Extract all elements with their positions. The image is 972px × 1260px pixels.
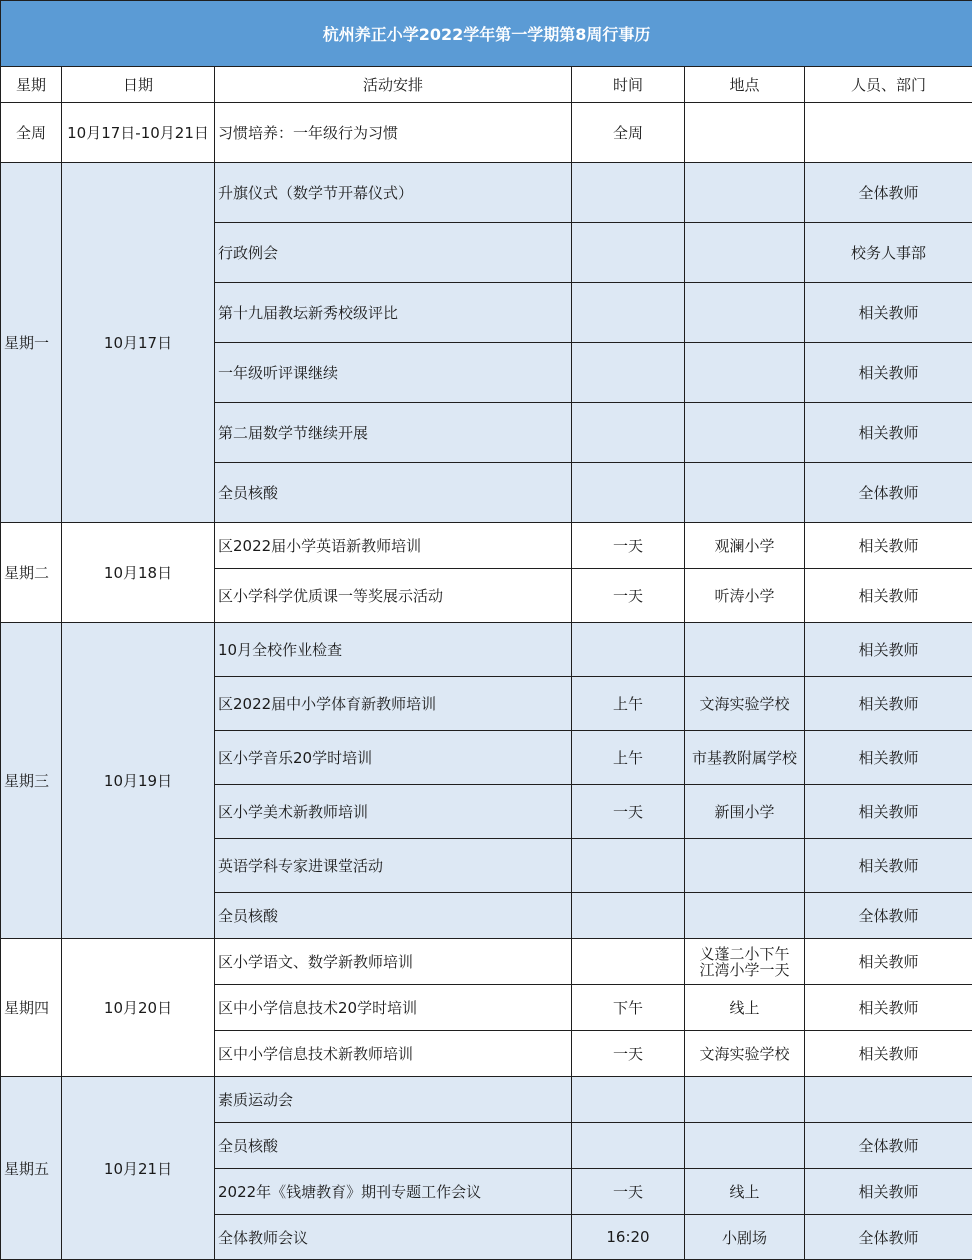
people-cell: 相关教师 [805, 623, 972, 677]
activity-cell: 区小学科学优质课一等奖展示活动 [215, 569, 572, 623]
place-cell: 小剧场 [685, 1215, 805, 1260]
weekday-cell: 全周 [1, 103, 62, 163]
place-cell: 文海实验学校 [685, 1031, 805, 1077]
date-cell: 10月18日 [62, 523, 215, 623]
people-cell: 全体教师 [805, 463, 972, 523]
place-cell [685, 463, 805, 523]
page-title: 杭州养正小学2022学年第一学期第8周行事历 [1, 1, 972, 67]
activity-cell: 习惯培养：一年级行为习惯 [215, 103, 572, 163]
activity-cell: 第二届数学节继续开展 [215, 403, 572, 463]
people-cell: 相关教师 [805, 1031, 972, 1077]
weekday-cell: 星期四 [1, 939, 62, 1077]
people-cell: 相关教师 [805, 677, 972, 731]
place-cell [685, 1123, 805, 1169]
time-cell: 一天 [572, 1031, 685, 1077]
time-cell [572, 893, 685, 939]
people-cell: 全体教师 [805, 893, 972, 939]
people-cell: 相关教师 [805, 839, 972, 893]
weekday-cell: 星期三 [1, 623, 62, 939]
activity-cell: 全员核酸 [215, 1123, 572, 1169]
people-cell: 校务人事部 [805, 223, 972, 283]
date-cell: 10月21日 [62, 1077, 215, 1260]
activity-cell: 全员核酸 [215, 463, 572, 523]
time-cell [572, 839, 685, 893]
people-cell: 相关教师 [805, 1169, 972, 1215]
weekday-cell: 星期一 [1, 163, 62, 523]
place-cell [685, 103, 805, 163]
place-cell [685, 893, 805, 939]
time-cell [572, 223, 685, 283]
place-cell: 新围小学 [685, 785, 805, 839]
people-cell: 相关教师 [805, 939, 972, 985]
date-cell: 10月20日 [62, 939, 215, 1077]
time-cell: 一天 [572, 785, 685, 839]
header-place: 地点 [685, 67, 805, 103]
people-cell: 全体教师 [805, 163, 972, 223]
time-cell [572, 1123, 685, 1169]
place-cell [685, 939, 805, 985]
time-cell [572, 283, 685, 343]
place-cell: 市基教附属学校 [685, 731, 805, 785]
time-cell [572, 343, 685, 403]
place-cell [685, 403, 805, 463]
time-cell [572, 1077, 685, 1123]
time-cell: 下午 [572, 985, 685, 1031]
header-people: 人员、部门 [805, 67, 972, 103]
time-cell [572, 403, 685, 463]
place-line-2: 江湾小学一天 [699, 960, 790, 979]
activity-cell: 10月全校作业检查 [215, 623, 572, 677]
table-row [1, 939, 972, 985]
time-cell: 上午 [572, 731, 685, 785]
table-row [1, 103, 972, 163]
activity-cell: 区中小学信息技术20学时培训 [215, 985, 572, 1031]
time-cell [572, 939, 685, 985]
time-cell: 一天 [572, 523, 685, 569]
table-row [1, 163, 972, 223]
activity-cell: 2022年《钱塘教育》期刊专题工作会议 [215, 1169, 572, 1215]
activity-cell: 区2022届小学英语新教师培训 [215, 523, 572, 569]
activity-cell: 区小学语文、数学新教师培训 [215, 939, 572, 985]
activity-cell: 一年级听评课继续 [215, 343, 572, 403]
people-cell: 相关教师 [805, 731, 972, 785]
place-cell [685, 223, 805, 283]
people-cell: 相关教师 [805, 985, 972, 1031]
table-row [1, 523, 972, 569]
activity-cell: 英语学科专家进课堂活动 [215, 839, 572, 893]
place-cell [685, 343, 805, 403]
people-cell [805, 103, 972, 163]
activity-cell: 升旗仪式（数学节开幕仪式） [215, 163, 572, 223]
place-cell: 听涛小学 [685, 569, 805, 623]
time-cell [572, 463, 685, 523]
activity-cell: 全体教师会议 [215, 1215, 572, 1260]
date-cell: 10月17日-10月21日 [62, 103, 215, 163]
activity-cell: 区小学美术新教师培训 [215, 785, 572, 839]
activity-cell: 素质运动会 [215, 1077, 572, 1123]
people-cell: 相关教师 [805, 523, 972, 569]
place-cell [685, 1077, 805, 1123]
weekday-cell: 星期五 [1, 1077, 62, 1260]
table-row [1, 623, 972, 677]
place-cell [685, 163, 805, 223]
people-cell: 全体教师 [805, 1123, 972, 1169]
time-cell: 上午 [572, 677, 685, 731]
header-weekday: 星期 [1, 67, 62, 103]
header-time: 时间 [572, 67, 685, 103]
place-cell [685, 283, 805, 343]
people-cell: 相关教师 [805, 283, 972, 343]
weekday-cell: 星期二 [1, 523, 62, 623]
activity-cell: 区2022届中小学体育新教师培训 [215, 677, 572, 731]
activity-cell: 第十九届教坛新秀校级评比 [215, 283, 572, 343]
place-cell [685, 623, 805, 677]
time-cell [572, 623, 685, 677]
place-line-1: 义蓬二小下午 [699, 944, 790, 963]
activity-cell: 行政例会 [215, 223, 572, 283]
time-cell [572, 163, 685, 223]
place-cell: 文海实验学校 [685, 677, 805, 731]
place-cell: 线上 [685, 1169, 805, 1215]
activity-cell: 区中小学信息技术新教师培训 [215, 1031, 572, 1077]
place-cell: 线上 [685, 985, 805, 1031]
date-cell: 10月19日 [62, 623, 215, 939]
date-cell: 10月17日 [62, 163, 215, 523]
time-cell: 一天 [572, 569, 685, 623]
place-cell [685, 839, 805, 893]
place-cell: 观澜小学 [685, 523, 805, 569]
activity-cell: 区小学音乐20学时培训 [215, 731, 572, 785]
activity-cell: 全员核酸 [215, 893, 572, 939]
people-cell: 相关教师 [805, 569, 972, 623]
people-cell: 相关教师 [805, 403, 972, 463]
header-date: 日期 [62, 67, 215, 103]
time-cell: 16:20 [572, 1215, 685, 1260]
table-row [1, 1077, 972, 1123]
time-cell: 一天 [572, 1169, 685, 1215]
people-cell: 相关教师 [805, 343, 972, 403]
time-cell: 全周 [572, 103, 685, 163]
people-cell: 全体教师 [805, 1215, 972, 1260]
header-activity: 活动安排 [215, 67, 572, 103]
people-cell [805, 1077, 972, 1123]
people-cell: 相关教师 [805, 785, 972, 839]
